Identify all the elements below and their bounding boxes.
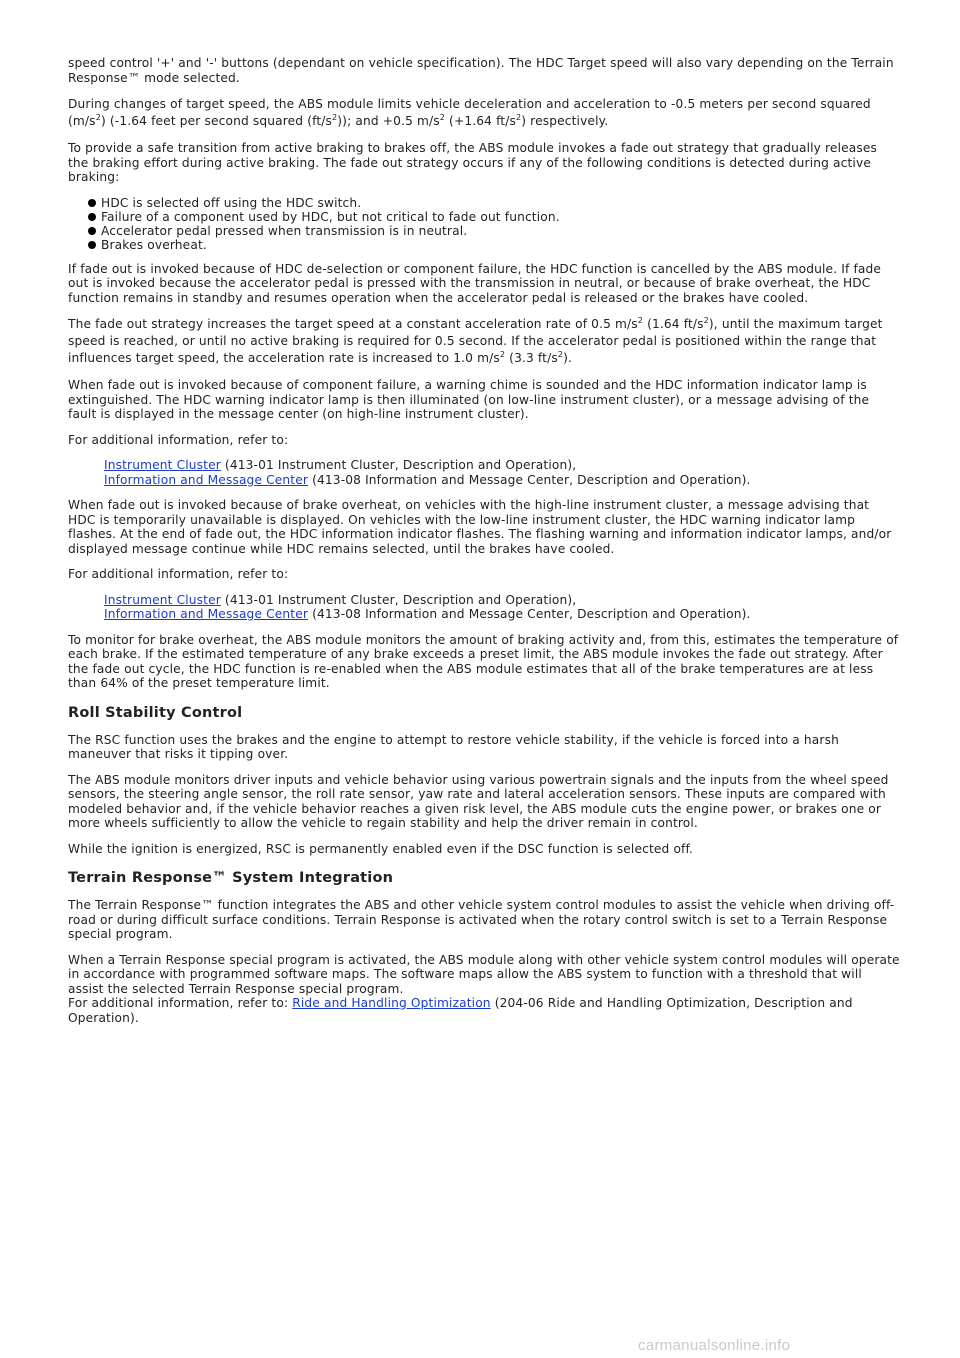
information-message-center-link[interactable]: Information and Message Center [104,607,309,621]
list-item: Accelerator pedal pressed when transmission is in neutral. [88,224,900,238]
paragraph-rsc-enabled: While the ignition is energized, RSC is permanently enabled even if the DSC function is selected off. [68,841,694,856]
site-watermark: carmanualsonline.info [638,1337,791,1354]
reference-item: Instrument Cluster (413-01 Instrument Cluster, Description and Operation), [104,592,577,607]
paragraph-target-speed-changes: During changes of target speed, the ABS module limits vehicle deceleration and acceleration to -0.5 meters per second squared $(m/s^2)$ (-1.64 feet per second squared $(ft/s^2)$); and +0.5 $m/s^2$ (+1.64 $ft/s^2$) respectively. [68,97,871,128]
paragraph-rsc-function: The RSC function uses the brakes and the engine to attempt to restore vehicle stability, if the vehicle is forced into a harsh maneuver that risks it tipping over. [68,732,839,761]
paragraph-refer-to: For additional information, refer to: [68,432,289,447]
information-message-center-link[interactable]: Information and Message Center [104,472,309,487]
list-item: Brakes overheat. [88,238,900,252]
paragraph-hdc-target-speed: speed control '+' and '-' buttons (dependant on vehicle specification). The HDC Target speed will also vary depending on the Terrain Response™ mode selected. [68,56,894,85]
paragraph-brake-overheat-monitor: To monitor for brake overheat, the ABS module monitors the amount of braking activity and, from this, estimates the temperature of each brake. If the estimated temperature of any brake exceeds a preset limit, the ABS module invokes the fade out strategy. After the fade out cycle, the HDC function is re-enabled when the ABS module estimates that all of the brake temperatures are at less than 64% of the preset temperature limit. [68,632,899,690]
paragraph-brake-overheat-message: When fade out is invoked because of brake overheat, on vehicles with the high-line instrument cluster, a message advising that HDC is temporarily unavailable is displayed. On vehicles with the low-line instrument cluster, the HDC warning indicator lamp flashes. At the end of fade out, the HDC information indicator flashes. The flashing warning and information indicator lamps, and/or displayed message continue while HDC remains selected, until the brakes have cooled. [68,498,892,556]
reference-item: Information and Message Center (413-08 Information and Message Center, Description and Operation). [104,472,751,487]
paragraph-rsc-inputs: The ABS module monitors driver inputs and vehicle behavior using various powertrain signals and the inputs from the wheel speed sensors, the steering angle sensor, the roll rate sensor, yaw rate and lateral acceleration sensors. These inputs are compared with modeled behavior and, if the vehicle behavior reaches a given risk level, the ABS module cuts the engine power, or brakes one or more wheels sufficiently to allow the vehicle to regain stability and help the driver remain in control. [68,772,889,830]
list-item: Failure of a component used by HDC, but not critical to fade out function. [88,210,900,224]
reference-list [104,593,900,622]
paragraph-component-failure-warning: When fade out is invoked because of component failure, a warning chime is sounded and the HDC information indicator lamp is extinguished. The HDC warning indicator lamp is then illuminated (on low-line instrument cluster), or a message advising of the fault is displayed in the message center (on high-line instrument cluster). [68,378,870,421]
instrument-cluster-link[interactable]: Instrument Cluster [104,458,221,472]
paragraph-terrain-program: When a Terrain Response special program is activated, the ABS module along with other vehicle system control modules will operate in accordance with programmed software maps. The software maps allow the ABS system to function with a threshold that will assist the selected Terrain Response special program. For additional information, refer to: Ride and Handling Optimization (204-06 Ride and Handling Optimization, Description and Operation). [68,952,900,1025]
section-heading-terrain-response: Terrain Response™ System Integration [68,870,394,886]
list-item: HDC is selected off using the HDC switch. [88,196,900,210]
reference-item: Instrument Cluster (413-01 Instrument Cluster, Description and Operation), [104,458,577,472]
paragraph-terrain-function: The Terrain Response™ function integrates the ABS and other vehicle system control modules to assist the vehicle when driving off-road or during difficult surface conditions. Terrain Response is activated when the rotary control switch is set to a Terrain Response special program. [68,898,895,941]
instrument-cluster-link[interactable]: Instrument Cluster [104,592,221,607]
paragraph-fade-out-strategy: To provide a safe transition from active braking to brakes off, the ABS module invokes a fade out strategy that gradually releases the braking effort during active braking. The fade out strategy occurs if any of the following conditions is detected during active braking: [68,141,878,184]
paragraph-refer-to: For additional information, refer to: [68,567,289,581]
section-heading-roll-stability: Roll Stability Control [68,704,243,721]
ride-handling-optimization-link[interactable]: Ride and Handling Optimization [292,996,491,1010]
reference-list [104,458,900,487]
document-page [68,56,900,1036]
reference-item: Information and Message Center (413-08 Information and Message Center, Description and Operation). [104,607,751,621]
paragraph-fade-out-acceleration: The fade out strategy increases the target speed at a constant acceleration rate of 0.5 $m/s^2$ (1.64 $ft/s^2$), until the maximum target speed is reached, or until no active braking is required for 0.5 second. If the accelerator pedal is positioned within the range that influences target speed, the acceleration rate is increased to 1.0 $m/s^2$ (3.3 $ft/s^2$). [68,315,883,365]
fade-out-conditions-list [68,196,900,252]
paragraph-fade-out-invoked: If fade out is invoked because of HDC de-selection or component failure, the HDC function is cancelled by the ABS module. If fade out is invoked because the accelerator pedal is pressed with the transmission in neutral, or because of brake overheat, the HDC function remains in standby and resumes operation when the accelerator pedal is released or the brakes have cooled. [68,261,882,305]
